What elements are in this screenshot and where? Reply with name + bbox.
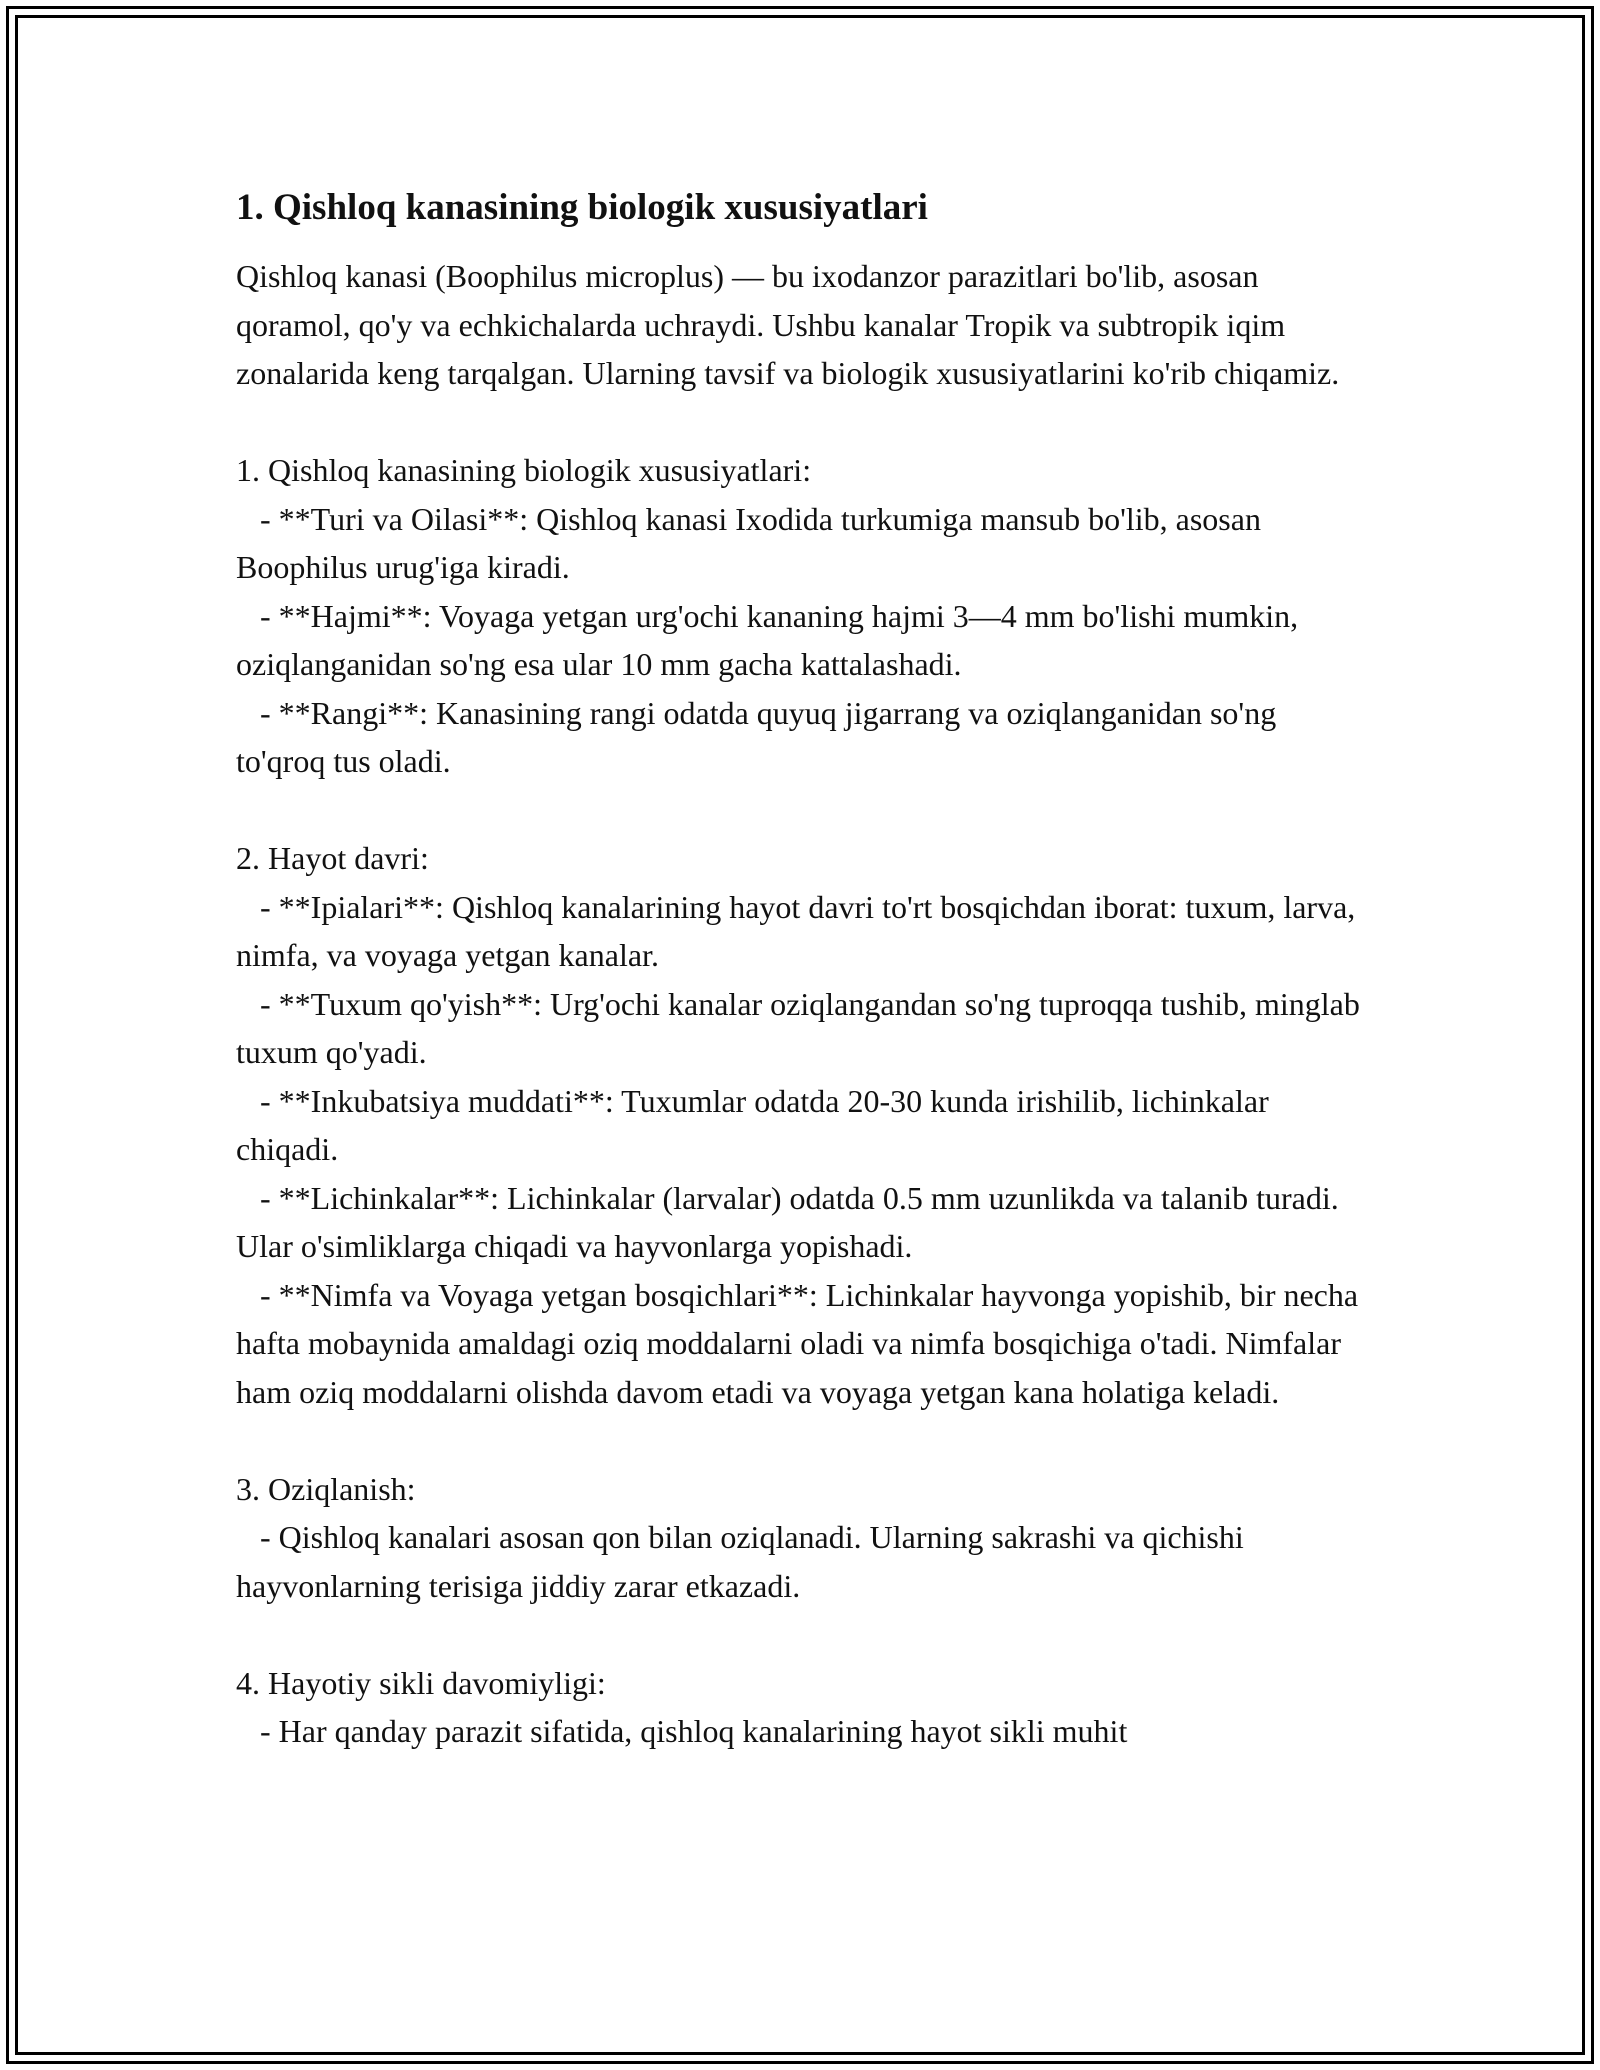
intro-paragraph: Qishloq kanasi (Boophilus microplus) — bu ixodanzor parazitlari bo'lib, asosan qoramol, qo'y va echkichalarda uchraydi. Ushbu kanalar Tropik va subtropik iqim zonalarida keng tarqalgan. Ularning tavsif va biologik xususiyatlarini ko'rib chiqamiz. xyxy=(236,258,1340,391)
document-body xyxy=(236,186,1366,1756)
list-item: - Qishloq kanalari asosan qon bilan oziqlanadi. Ularning sakrashi va qichishi hayvonlarning terisiga jiddiy zarar etkazadi. xyxy=(236,1519,1252,1604)
section-life-cycle xyxy=(236,834,1366,1416)
document-title: 1. Qishloq kanasining biologik xususiyatlari xyxy=(236,187,928,228)
list-item: - **Turi va Oilasi**: Qishloq kanasi Ixodida turkumiga mansub bo'lib, asosan Boophilus urug'iga kiradi. xyxy=(236,500,1269,585)
list-item: - **Lichinkalar**: Lichinkalar (larvalar) odatda 0.5 mm uzunlikda va talanib turadi. Ular o'simliklarga chiqadi va hayvonlarga yopishadi. xyxy=(236,1179,1347,1264)
section-heading: 2. Hayot davri: xyxy=(236,840,429,876)
section-life-cycle-duration xyxy=(236,1659,1366,1756)
section-heading: 4. Hayotiy sikli davomiyligi: xyxy=(236,1664,606,1701)
section-heading: 1. Qishloq kanasining biologik xususiyatlari: xyxy=(236,452,812,488)
list-item: - **Ipialari**: Qishloq kanalarining hayot davri to'rt bosqichdan iborat: tuxum, larva, nimfa, va voyaga yetgan kanalar. xyxy=(236,888,1364,973)
list-item: - **Hajmi**: Voyaga yetgan urg'ochi kananing hajmi 3—4 mm bo'lishi mumkin, oziqlanganidan so'ng esa ular 10 mm gacha kattalashadi. xyxy=(236,597,1307,682)
list-item: - **Nimfa va Voyaga yetgan bosqichlari**: Lichinkalar hayvonga yopishib, bir necha hafta mobaynida amaldagi oziq moddalarni oladi va nimfa bosqichiga o'tadi. Nimfalar ham oziq moddalarni olishda davom etadi va voyaga yetgan kana holatiga keladi. xyxy=(236,1276,1367,1410)
section-feeding xyxy=(236,1465,1366,1611)
list-item: - **Inkubatsiya muddati**: Tuxumlar odatda 20-30 kunda irishilib, lichinkalar chiqadi. xyxy=(236,1082,1277,1167)
list-item: - **Rangi**: Kanasining rangi odatda quyuq jigarrang va oziqlanganidan so'ng to'qroq tus oladi. xyxy=(236,694,1285,779)
list-item: - Har qanday parazit sifatida, qishloq kanalarining hayot sikli muhit xyxy=(236,1713,1128,1749)
list-item: - **Tuxum qo'yish**: Urg'ochi kanalar oziqlangandan so'ng tuproqqa tushib, minglab tuxum qo'yadi. xyxy=(236,985,1368,1070)
section-heading: 3. Oziqlanish: xyxy=(236,1470,416,1507)
section-biological-features xyxy=(236,446,1366,786)
